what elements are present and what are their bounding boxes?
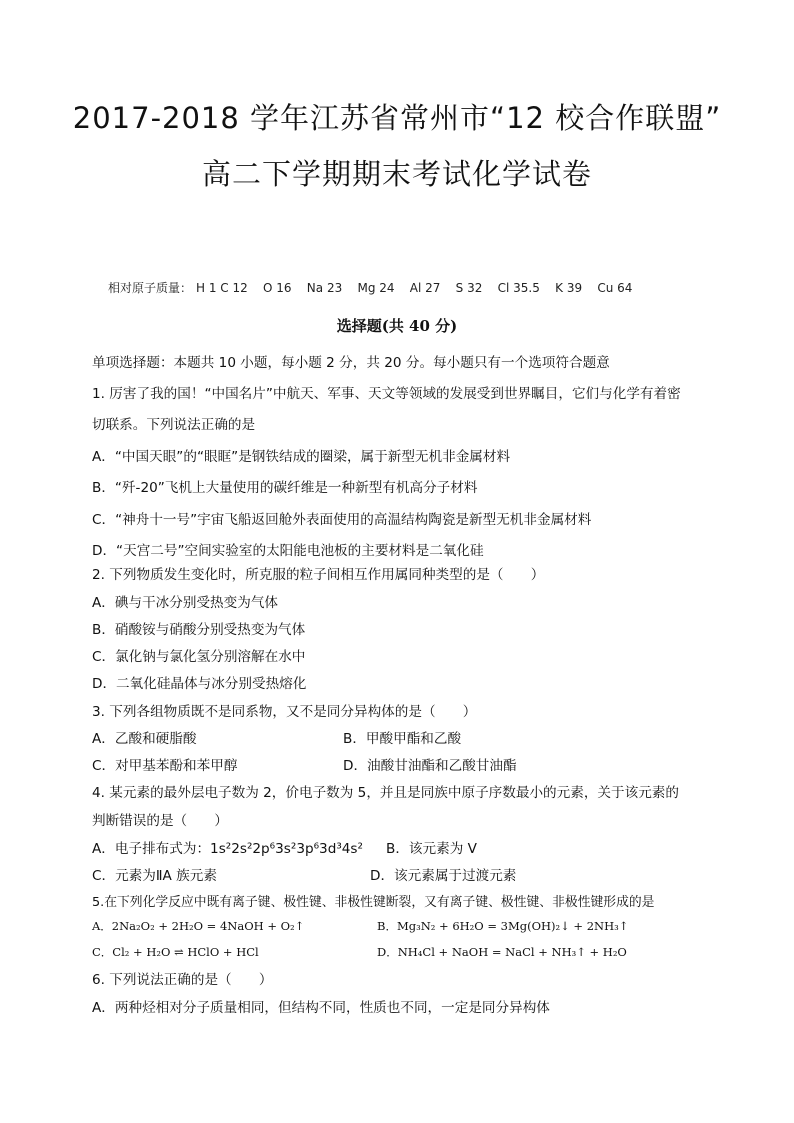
q1-option-d: D．“天宫二号”空间实验室的太阳能电池板的主要材料是二氧化硅 (92, 543, 484, 559)
q1-option-a: A．“中国天眼”的“眼眶”是钢铁结成的圈梁，属于新型无机非金属材料 (92, 449, 511, 465)
q3-option-b: B．甲酸甲酯和乙酸 (343, 731, 462, 747)
q5-option-d: D．NH₄Cl + NaOH = NaCl + NH₃↑ + H₂O (377, 945, 627, 959)
q1-stem-line1: 1. 厉害了我的国！“中国名片”中航天、军事、天文等领域的发展受到世界瞩目，它们与化学有着密 (92, 386, 681, 402)
q3-stem: 3. 下列各组物质既不是同系物，又不是同分异构体的是（ ） (92, 704, 477, 720)
q2-option-a: A．碘与干冰分别受热变为气体 (92, 595, 279, 611)
atomic-masses (108, 279, 632, 296)
q4-option-b: B．该元素为 V (386, 841, 477, 857)
q6-stem: 6. 下列说法正确的是（ ） (92, 972, 273, 988)
q4-option-a: A．电子排布式为：1s²2s²2p⁶3s²3p⁶3d³4s² (92, 841, 363, 857)
q4-stem-line2: 判断错误的是（ ） (92, 813, 228, 829)
section-title: 选择题(共 40 分) (336, 317, 458, 335)
q1-option-b: B．“歼-20”飞机上大量使用的碳纤维是一种新型有机高分子材料 (92, 480, 478, 496)
q6-option-a: A．两种烃相对分子质量相同，但结构不同，性质也不同，一定是同分异构体 (92, 1000, 550, 1016)
exam-title-line2: 高二下学期期末考试化学试卷 (201, 157, 592, 191)
atomic-masses-values: H 1 C 12 O 16 Na 23 Mg 24 Al 27 S 32 Cl 35.5 K 39 Cu 64 (196, 281, 633, 295)
q1-option-c: C．“神舟十一号”宇宙飞船返回舱外表面使用的高温结构陶瓷是新型无机非金属材料 (92, 512, 592, 528)
q4-stem-line1: 4. 某元素的最外层电子数为 2，价电子数为 5，并且是同族中原子序数最小的元素，关于该元素的 (92, 785, 679, 801)
q5-option-b: B．Mg₃N₂ + 6H₂O = 3Mg(OH)₂↓ + 2NH₃↑ (377, 919, 629, 933)
q2-option-c: C．氯化钠与氯化氢分别溶解在水中 (92, 649, 306, 665)
q2-stem: 2. 下列物质发生变化时，所克服的粒子间相互作用属同种类型的是（ ） (92, 567, 545, 583)
q5-stem: 5.在下列化学反应中既有离子键、极性键、非极性键断裂，又有离子键、极性键、非极性键形成的是 (92, 895, 655, 910)
q5-option-c: C．Cl₂ + H₂O ⇌ HClO + HCl (92, 945, 259, 959)
q5-option-a: A．2Na₂O₂ + 2H₂O = 4NaOH + O₂↑ (92, 919, 305, 933)
q4-option-c: C．元素为ⅡA 族元素 (92, 868, 217, 884)
q3-option-a: A．乙酸和硬脂酸 (92, 731, 197, 747)
q4-option-d: D．该元素属于过渡元素 (370, 868, 517, 884)
exam-title-line1: 2017-2018 学年江苏省常州市“12 校合作联盟” (72, 101, 722, 135)
q3-option-d: D．油酸甘油酯和乙酸甘油酯 (343, 758, 517, 774)
instructions: 单项选择题：本题共 10 小题，每小题 2 分，共 20 分。每小题只有一个选项符合题意 (92, 355, 610, 371)
q2-option-b: B．硝酸铵与硝酸分别受热变为气体 (92, 622, 306, 638)
q2-option-d: D．二氧化硅晶体与冰分别受热熔化 (92, 676, 307, 692)
q3-option-c: C．对甲基苯酚和苯甲醇 (92, 758, 238, 774)
atomic-masses-label: 相对原子质量： (108, 281, 193, 295)
q1-stem-line2: 切联系。下列说法正确的是 (92, 417, 256, 433)
